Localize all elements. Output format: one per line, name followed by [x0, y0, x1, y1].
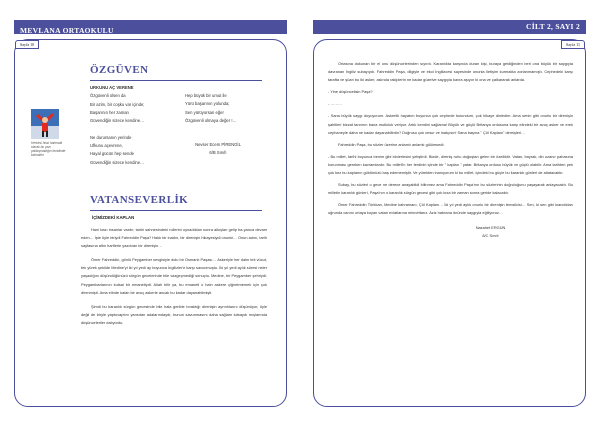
content-frame [14, 39, 287, 407]
title-underline [90, 210, 262, 211]
author-name: Nazahet ERGÜN [475, 224, 506, 230]
poem-line: Özgüvenli olsen da [90, 93, 126, 99]
volume-issue: CİLT 2, SAYI 2 [526, 22, 580, 31]
paragraph: Ömer Fahreddin, gönlü Peygamber sevgisiyle dolu bir Osmanlı Paşası… Askeriyle her daim tek vücut, tek yürek şekilde Medine'yi iki yıl yedi ay boyunca İngilizler'e karşı savunmuştu. İki yıl yedi aylık süresi neler yaşadığını düşündüğünüzü sürgün gecelerinde bile vazgeçmediği sonuçtu. Medine, bir Peygamber şehriydi. Peygambarlarının kutsal bir emanetiydi. Allah bilir ya, bu emaneti o hain askere çiğnetmemek için çok direnmişti. Ama elinde kalan bir avuç askerle ancak bu kadar dayanabilmişti. [81, 257, 267, 295]
paragraph: Şimdi bu karanlık sürgün gecesinde bile hala gerilde bıraktığı direnişin ayrıntılarını düşünüyor, öyle değil de biryle yaptuvaptını yansıtan adalarındaydı; bunun savunmasını daha sağlam tutsaydı mışlarında düşünceleriler dalıyordu. [81, 303, 267, 325]
poem-author: Nevser Ecem PİRENGİL [195, 142, 241, 147]
poem-line: Sen yürüyorsan eğer [185, 109, 224, 115]
title-underline [90, 80, 262, 81]
paragraph: - Bu millet, tarihi boyunca benim gibi binlerlesini yetiştirdi. Bizde, direniş ruhu doğuştan gelen bir özelliktir. Vatan, bayrak, din uzanır pahasına korunması gereken kavramlardır. Bu millet'in her ferdinin içinde bir " kaplan " yatar. Britanya ordusu büyük ve güçlü olabilir. Ama tarihten pek çok kez bu kaplanın güldünüzü baş edememiştir. Ve yürekten inanıyorum ki bu millet, içindeki bu güçle bu karanlık günleri de atlatacaktır. [328, 153, 573, 176]
right-page [300, 0, 600, 424]
paragraph: Fahreddin Paşa, bu sözler üzerine anlamlı anlamlı gülümsedi: [338, 141, 445, 147]
article-signature [328, 224, 573, 240]
page-header [14, 20, 287, 34]
section-title-ozguven: ÖZGÜVEN [90, 64, 149, 76]
poem-right-column [185, 92, 237, 125]
paragraph: - ……… [328, 101, 343, 107]
poem-line: Hep büyük bir umut ile [185, 93, 227, 98]
paragraph: - Yine düşüncelisin Paşa? [328, 89, 373, 95]
poem-line: Ufkunu açevrene, [90, 143, 123, 149]
poem-class: 6/B Sınıfı [209, 150, 227, 156]
poem-left-column [90, 84, 144, 167]
article-body [81, 226, 267, 327]
article-subtitle: İÇİMİZDEKİ KAPLAN [92, 215, 135, 220]
paragraph: Ortasına dokunan bir el onu düşüncelerinden sıyırdı. Karanlıkta karşında duran kişi, buraya geldiğinden beri ona büyük bir saygıyla davranan İngiliz subayıydı. Fahreddin Paşa, dilgiyle ve ekoi İngilizcesi sayesinde onunla iletişim kurmakta zorlanmamıştı. Cephedeki karşı tarafta ve şüan bu iki asker, aslında rakiplerin ne kadar güzelve saygıyla kavra aşıyor ki ona ve çalkararak anlarda. [328, 61, 573, 83]
poem-line: Yürü başarının yolunda; [185, 101, 230, 107]
paragraph: Ömer Fahreddin Türkkan, Medine kahramanı, Çöl Kaplanı… İki yıl yedi aylık onurlu bir direnişin temsilcisi… Sen, ki sen gibi inandıkları uğrunda canını ortaya koyan vatan evlatlarına minnettarız. Aziz hatırana önünde saygıyla eğiliyoruz… [328, 202, 573, 216]
poem-line: Başarının her zaman [90, 109, 129, 115]
paragraph: - Sana büyük saygı duyuyorum. Askerlik hayatım boyunca çok cephede bulundum, çok hikaye dinledim. Ama senin gibi onurlu bir direnişin şahitleri bizzat tanrının bana mutluluk veriyor. Artık kendini sağlama! Büyük ve güçlü Britanya ordusuna karşı elindeki bir avuç asker ve erek cephaneyle daha ne kadar dayanabilirdin? Doğrusu çok cesur ve inatçısın! Sana başına " Çöl Kaplanı" demişlerl… [328, 113, 573, 135]
poem-line: Ne durursanın yerinde [90, 134, 132, 140]
image-caption: Herkesi hissi hahmatlı olarak bu yazı yaklaşmadığın kendinde kalmaktır [31, 141, 66, 157]
paragraph: Hani bazı insanlar vardır, tarihi sahnesindeki rollerini oynadıktan sonra alkışları gelip ba-yanca devam eden… İşte öyle biriydi Fahreddin Paşa? Hakk bir inadın, bir direnişin hikayesiydi onunki… Onun adını, tarih sayfasına altın harflerle yazdıran bir direnişin… [81, 227, 267, 249]
poem-line: Özgüvenli olmaya değer !… [185, 117, 237, 123]
author-class: 8/C Sınıfı [482, 232, 499, 238]
poem-line: Güvendiğin sizece kendine… [90, 159, 145, 165]
poem-line: Güvendiğin sizece kendine… [90, 118, 145, 124]
poem-line: Bir azim, bir coşku var içinde; [90, 101, 145, 107]
poem-line: Hayal gücün hep sende [90, 151, 135, 157]
page-header [313, 20, 586, 34]
hero-image [31, 109, 59, 139]
section-title-vatanseverlik: VATANSEVERLİK [90, 194, 189, 206]
school-name: MEVLANA ORTAOKULU [20, 26, 114, 35]
poem-line: URKUNU AÇ VERENE [90, 85, 134, 90]
page-number-label: Sayfa 11 [561, 40, 585, 49]
poem-signature [188, 141, 248, 158]
article-continued [328, 60, 573, 240]
page-number-label: Sayfa 10 [15, 40, 39, 49]
paragraph: Subay, bu sözleri o gece ne derece anayabildi bilinmez ama Fahreddin Paşa'nın bu sözlerinin doğruluğunu yaşayarak anlayacaktı. Bu milletin karanlık günleri, Paşa'nın o karanlık sürgün gecesi gibi çok kısa bir zaman sonra geride kalacaktı. [328, 182, 573, 196]
